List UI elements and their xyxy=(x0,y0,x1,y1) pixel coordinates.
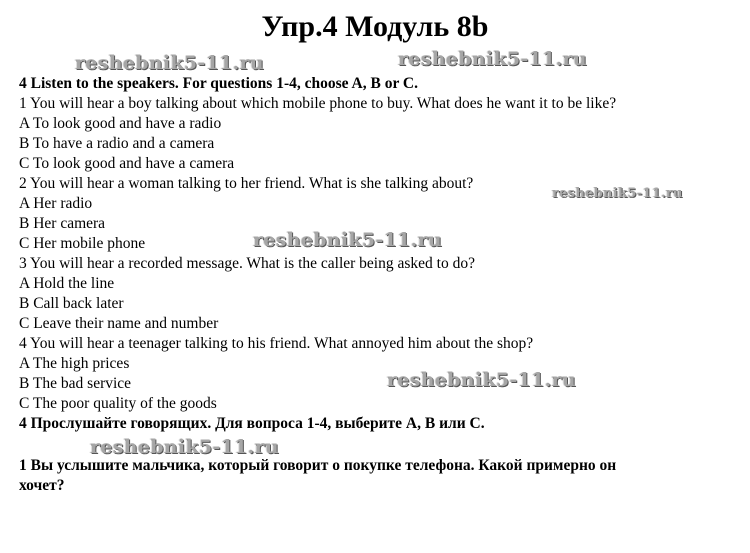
question-2-option-c: C Her mobile phone xyxy=(19,235,146,252)
question-1-ru-continuation: хочет? xyxy=(19,477,65,494)
watermark: reshebnik5-11.ru xyxy=(398,48,587,70)
watermark: reshebnik5-11.ru xyxy=(552,186,683,201)
task-instruction-ru: 4 Прослушайте говорящих. Для вопроса 1-4, выберите A, B или C. xyxy=(19,415,485,432)
watermark: reshebnik5-11.ru xyxy=(75,52,264,74)
watermark: reshebnik5-11.ru xyxy=(90,436,279,458)
question-1-option-b: B To have a radio and a camera xyxy=(19,135,215,152)
question-1-option-a: A To look good and have a radio xyxy=(19,115,222,132)
question-3-option-c: C Leave their name and number xyxy=(19,315,219,332)
question-2-option-a: A Her radio xyxy=(19,195,93,212)
question-4: 4 You will hear a teenager talking to his friend. What annoyed him about the shop? xyxy=(19,335,534,352)
watermark: reshebnik5-11.ru xyxy=(253,229,442,251)
question-2-option-b: B Her camera xyxy=(19,215,106,232)
task-instruction-en: 4 Listen to the speakers. For questions 1-4, choose A, B or C. xyxy=(19,75,418,92)
question-1: 1 You will hear a boy talking about which mobile phone to buy. What does he want it to be like? xyxy=(19,95,617,112)
question-2: 2 You will hear a woman talking to her friend. What is she talking about? xyxy=(19,175,474,192)
question-3-option-a: A Hold the line xyxy=(19,275,115,292)
question-3-option-b: B Call back later xyxy=(19,295,124,312)
page-title: Упр.4 Модуль 8b xyxy=(261,10,489,43)
question-1-option-c: C To look good and have a camera xyxy=(19,155,235,172)
question-4-option-a: A The high prices xyxy=(19,355,130,372)
question-4-option-b: B The bad service xyxy=(19,375,132,392)
watermark: reshebnik5-11.ru xyxy=(387,369,576,391)
question-3: 3 You will hear a recorded message. What is the caller being asked to do? xyxy=(19,255,475,272)
question-1-ru: 1 Вы услышите мальчика, который говорит о покупке телефона. Какой примерно он xyxy=(19,457,617,474)
question-4-option-c: C The poor quality of the goods xyxy=(19,395,217,412)
